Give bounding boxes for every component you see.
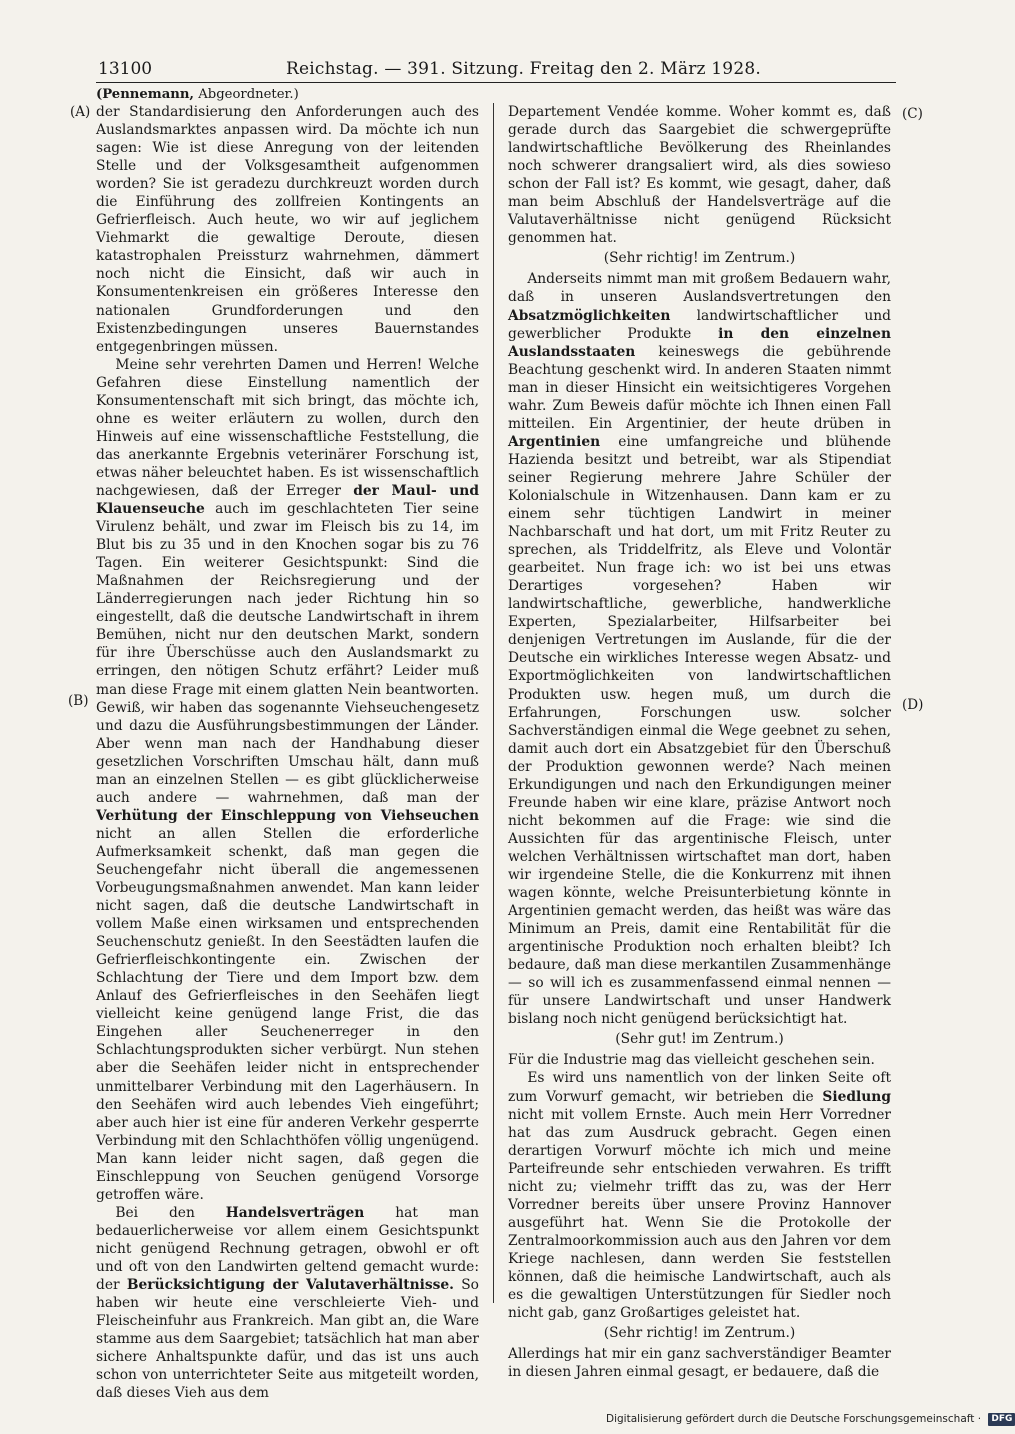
emphasis: in den einzelnen Auslandsstaaten [508, 325, 891, 360]
emphasis: Verhütung der Einschleppung von Viehseuchen [96, 807, 479, 824]
text-run: nicht an allen Stellen die erforderliche Aufmerksamkeit schenkt, daß man gegen die Seuchengefahr nicht überall die angemessenen Vorbeugungsmaßnahmen anwendet. Man kann leider nicht sagen, daß die deutsche Landwirtschaft in vollem Maße einen wirksamen und entsprechenden Seuchenschutz genießt. In den Seestädten laufen die Gefrierfleischkontingente ein. Zwischen der Schlachtung der Tiere und dem Import bzw. dem Anlauf des Gefrierfleisches in den Seehäfen liegt vielleicht keine genügend lange Frist, die das Eingehen aller Seuchenerreger in den Schlachtungsprodukten sicher verbürgt. Nun stehen aber die Seehäfen leider nicht in entsprechender unmittelbarer Verbindung mit den Lagerhäusern. In den Seehäfen wird auch lebendes Vieh eingeführt; aber auch hier ist eine für anderen Verkehr gesperrte Verbindung mit den Schlachthöfen völlig ungenügend. Man kann leider nicht sagen, daß gegen die Einschleppung von Seuchen genügend Vorsorge getroffen wäre. [96, 825, 479, 1203]
interjection: (Sehr richtig! im Zentrum.) [603, 1325, 796, 1342]
margin-mark-a: (A) [70, 104, 91, 120]
credit-text: Digitalisierung gefördert durch die Deutsche Forschungsgemeinschaft · [606, 1413, 982, 1425]
paragraph: Für die Industrie mag das vielleicht geschehen sein. [508, 1052, 875, 1069]
emphasis: Absatzmöglichkeiten [508, 307, 671, 324]
page-header [96, 58, 896, 83]
text-run: keineswegs die gebührende Beachtung geschenkt wird. In anderen Staaten nimmt man in dieser Hinsicht ein weitsichtigeres Vorgehen wahr. Zum Beweis dafür möchte ich Ihnen einen Fall mitteilen. Ein Argentinier, der heute drüben in [508, 343, 891, 432]
text-run: nicht mit vollem Ernste. Auch mein Herr Vorredner hat das zum Ausdruck gebracht. Gegen einen derartigen Vorwurf möchte ich mich und meine Parteifreunde sehr entschieden verwahren. Es trifft nicht zu; vielmehr trifft das zu, was der Herr Vorredner bereits über unsere Provinz Hannover ausgeführt hat. Wenn Sie die Protokolle der Zentralmoorkommission auch aus den Jahren vor dem Kriege nachlesen, dann werden Sie feststellen können, daß die heimische Landwirtschaft, auch als es die gewaltigen Unterstützungen für Siedler noch nicht gab, ganz Großartiges geleistet hat. [508, 1106, 891, 1322]
running-title: Reichstag. — 391. Sitzung. Freitag den 2. März 1928. [286, 59, 761, 79]
paragraph: Departement Vendée komme. Woher kommt es, daß gerade durch das Saargebiet die schwergeprüfte landwirtschaftliche Bevölkerung des Rheinlandes noch schwerer drangsaliert wird, als dies sowieso schon der Fall ist? Es kommt, wie gesagt, daher, daß man beim Abschluß der Handelsverträge auf die Valutaverhältnisse nicht genügend Rücksicht genommen hat. [508, 104, 891, 247]
emphasis: der Maul- und Klauenseuche [96, 482, 479, 518]
text-run: landwirtschaftlicher und gewerblicher Produkte [508, 307, 891, 342]
dfg-logo: DFG [988, 1413, 1015, 1426]
emphasis: Siedlung [822, 1088, 891, 1105]
emphasis: Handelsverträgen [225, 1204, 365, 1221]
text-run: hat man bedauerlicherweise vor allem einem Gesichtspunkt nicht genügend Rechnung getragen, obwohl er oft und oft von den Landwirten geltend gemacht wurde: der [96, 1204, 480, 1294]
page-number: 13100 [98, 59, 153, 79]
left-column [96, 103, 480, 1402]
text-run: auch im geschlachteten Tier seine Virulenz behält, und zwar im Fleisch bis zu 14, im Blut bis zu 35 und in den Knochen sogar bis zu 76 Tagen. Ein weiterer Gesichtspunkt: Sind die Maßnahmen der Reichsregierung und der Länderregierungen nach jeder Richtung hin so eingestellt, daß die deutsche Landwirtschaft in ihrem Bemühen, nicht nur den deutschen Markt, sondern für ihre Überschüsse auch den Auslandsmarkt zu erringen, den nötigen Schutz erfährt? Leider muß man diese Frage mit einem glatten Nein beantworten. Gewiß, wir haben das sogenannte Viehseuchengesetz und dazu die Ausführungsbestimmungen der Länder. Aber wenn man nach der Handhabung dieser gesetzlichen Vorschriften Umschau hält, dann muß man an einzelnen Stellen — es gibt glücklicherweise auch andere — wahrnehmen, daß man der [96, 501, 479, 806]
margin-mark-c: (C) [902, 106, 923, 122]
paragraph [508, 1069, 891, 1322]
text-run: Bei den [115, 1204, 226, 1221]
speaker-line [96, 86, 299, 103]
paragraph: Allerdings hat mir ein ganz sachverständiger Beamter in diesen Jahren einmal gesagt, er bedauere, daß die [508, 1346, 891, 1381]
emphasis: Argentinien [508, 433, 601, 450]
text-run: Anderseits nimmt man mit großem Bedauern wahr, daß in unseren Auslandsvertretungen den [508, 271, 891, 306]
text-run: Meine sehr verehrten Damen und Herren! Welche Gefahren diese Einstellung namentlich der Konsumentenschaft mit sich bringt, das möchte ich, ohne es weiter erläutern zu wollen, durch den Hinweis auf eine wissenschaftliche Feststellung, die das anerkannte Ergebnis veterinärer Forschung ist, etwas näher beleuchtet haben. Es ist wissenschaftlich nachgewiesen, daß der Erreger [96, 356, 479, 499]
margin-mark-d: (D) [902, 697, 924, 713]
paragraph: der Standardisierung den Anforderungen auch des Auslandsmarktes anpassen wird. Da möchte ich nun sagen: Wie ist diese Anregung von der leitenden Stelle und der Volksgesamtheit aufgenommen worden? Sie ist geradezu durchkreuzt worden durch die Einführung des zollfreien Kontingents an Gefrierfleisch. Auch heute, wo wir auf jeglichem Viehmarkt die gewaltige Deroute, diesen katastrophalen Preissturz wahrnehmen, dämmert noch nicht die Einsicht, daß wir auch in Konsumentenkreisen ein größeres Interesse den nationalen Grundforderungen und den Existenzbedingungen unseres Bauernstandes entgegenbringen müssen. [96, 104, 479, 355]
column-divider [493, 103, 494, 1303]
digitization-credit [606, 1411, 1013, 1427]
text-run: Es wird uns namentlich von der linken Seite oft zum Vorwurf gemacht, wir betrieben die [508, 1070, 891, 1105]
paragraph [96, 356, 479, 1204]
text-run: So haben wir heute eine verschleierte Vieh- und Fleischeinfuhr aus Frankreich. Man gibt an, die Ware stamme aus dem Saargebiet; tatsächlich hat man aber sichere Anhaltspunkte dafür, und das ist uns auch schon von unterrichteter Seite aus mitgeteilt worden, daß dieses Vieh aus dem [96, 1277, 479, 1402]
right-column [508, 103, 891, 1381]
speaker-role: Abgeordneter.) [198, 87, 299, 102]
emphasis: Berücksichtigung der Valutaverhältnisse. [126, 1277, 454, 1294]
paragraph [96, 1204, 479, 1403]
paragraph [508, 270, 891, 1028]
interjection: (Sehr richtig! im Zentrum.) [603, 250, 796, 267]
speaker-name: (Pennemann, [96, 87, 195, 102]
interjection: (Sehr gut! im Zentrum.) [615, 1031, 784, 1048]
text-run: eine umfangreiche und blühende Hazienda besitzt und betreibt, war als Stipendiat seiner Regierung mehrere Jahre Schüler der Kolonialschule in Witzenhausen. Dann kam er zu einem sehr tüchtigen Landwirt in meiner Nachbarschaft und hat dort, um mit Fritz Reuter zu sprechen, als Triddelfritz, als Eleve und Volontär gearbeitet. Nun frage ich: wo ist bei uns etwas Derartiges vorgesehen? Haben wir landwirtschaftliche, gewerbliche, handwerkliche Experten, Spezialarbeiter, Hilfsarbeiter bei denjenigen Vertretungen im Auslande, für die der Deutsche ein wirkliches Interesse wegen Absatz- und Exportmöglichkeiten von landwirtschaftlichen Produkten usw. hegen muß, um durch die Erfahrungen, Forschungen usw. solcher Sachverständigen einmal die Wege geebnet zu sehen, damit auch dort ein Absatzgebiet für den Überschuß der Produktion gewonnen werde? Nach meinen Erkundigungen und nach den Erkundigungen meiner Freunde haben wir eine klare, präzise Antwort noch nicht bekommen auf die Frage: wie sind die Aussichten für das argentinische Fleisch, unter welchen Verhältnissen wirtschaftet man dort, haben wir irgendeine Stelle, die die Konkurrenz mit ihnen wagen könnte, welche Preisunterbietung könnte in Argentinien gemacht werden, das heißt was wäre das Minimum an Preis, damit eine Rentabilität für die argentinische Produktion noch erhalten bleibt? Ich bedaure, daß man diese merkantilen Zusammenhänge — so will ich es zusammenfassend einmal nennen — für unsere Landwirtschaft und unser Handwerk bislang noch nicht genügend berücksichtigt hat. [508, 433, 891, 1028]
margin-mark-b: (B) [68, 693, 89, 709]
